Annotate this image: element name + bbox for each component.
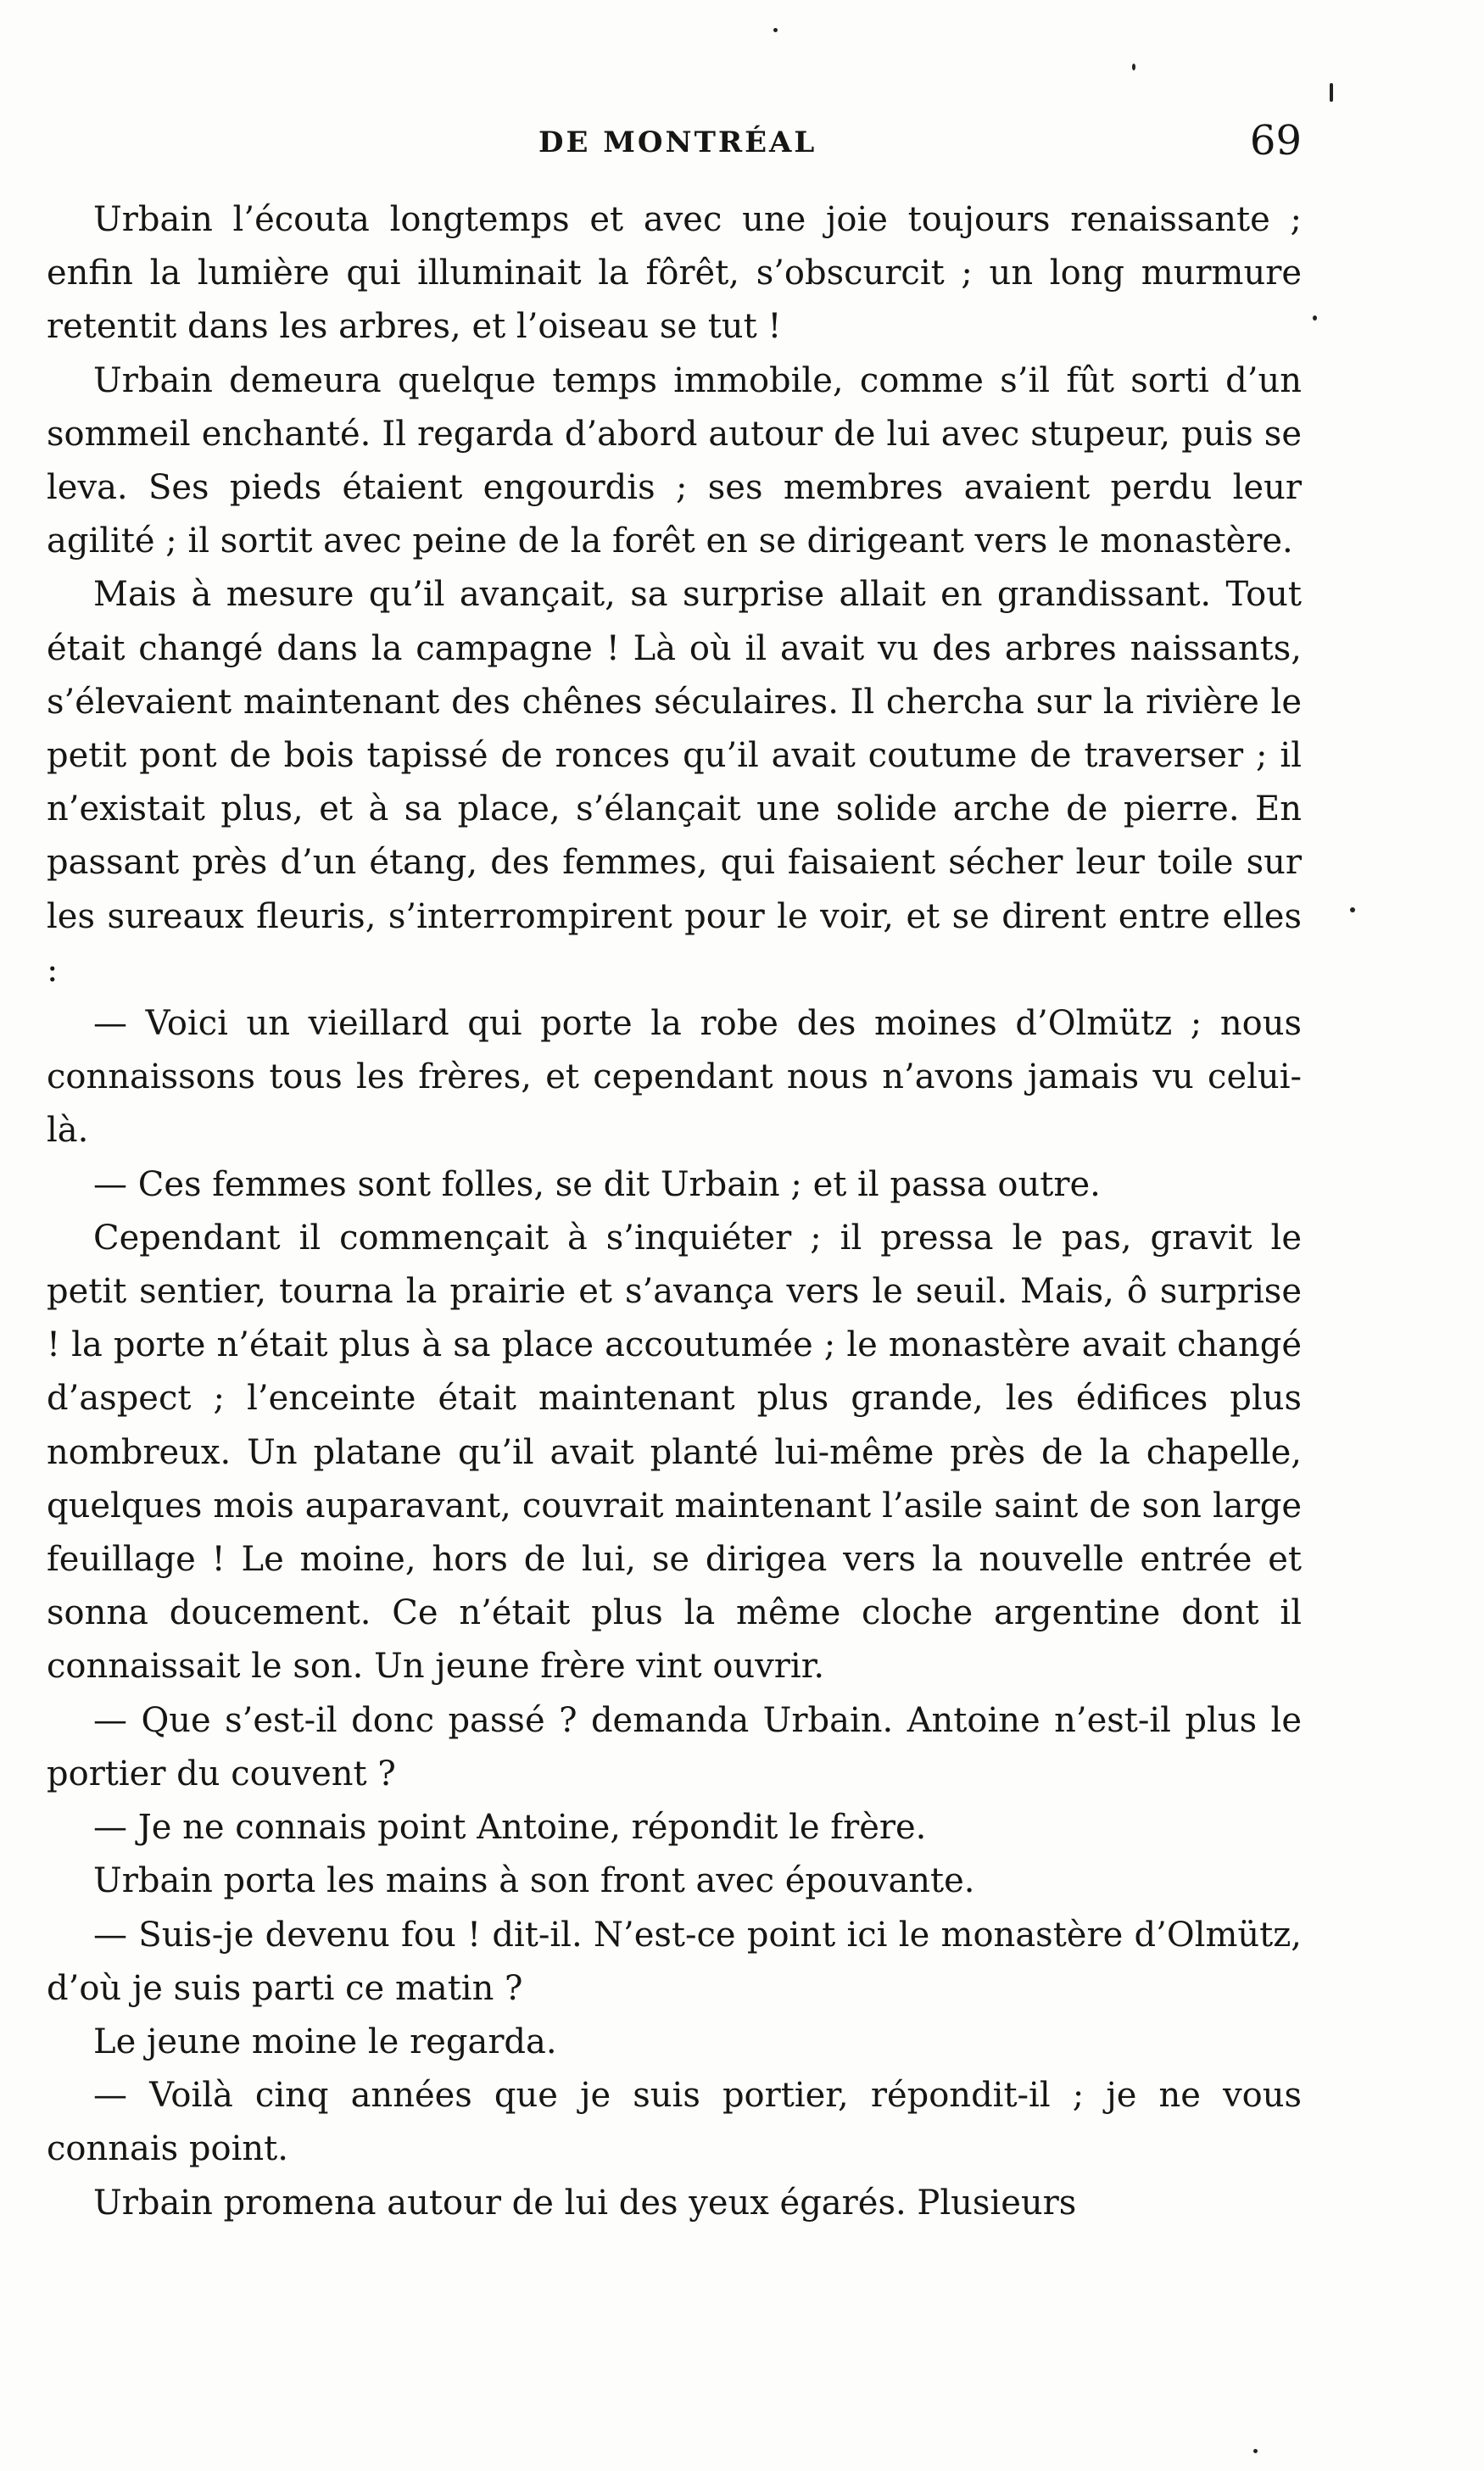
running-title: DE MONTRÉAL [538, 126, 817, 159]
paragraph: — Que s’est-il donc passé ? demanda Urbain. Antoine n’est-il plus le portier du couvent ? [47, 1700, 1302, 1793]
paragraph: Urbain l’écouta longtemps et avec une joie toujours renaissante ; enfin la lumière qui illuminait la fôrêt, s’obscurcit ; un long murmure retentit dans les arbres, et l’oiseau se tut ! [47, 200, 1302, 347]
running-header [47, 117, 1302, 168]
paragraph: Mais à mesure qu’il avançait, sa surprise allait en grandissant. Tout était changé dans la campagne ! Là où il avait vu des arbres naissants, s’élevaient maintenant des chênes séculaires. Il chercha sur la rivière le petit pont de bois tapissé de ronces qu’il avait coutume de traverser ; il n’existait plus, et à sa place, s’élançait une solide arche de pierre. En passant près d’un étang, des femmes, qui faisaient sécher leur toile sur les sureaux fleuris, s’interrompirent pour le voir, et se dirent entre elles : [47, 575, 1302, 990]
paragraph: — Ces femmes sont folles, se dit Urbain ; et il passa outre. [93, 1164, 1101, 1204]
paragraph: — Suis-je devenu fou ! dit-il. N’est-ce point ici le monastère d’Olmütz, d’où je suis parti ce matin ? [47, 1915, 1302, 2008]
paragraph: Urbain promena autour de lui des yeux égarés. Plusieurs [93, 2183, 1077, 2223]
scan-speck [773, 28, 778, 32]
paragraph: Le jeune moine le regarda. [93, 2022, 557, 2061]
scan-speck [1350, 907, 1355, 912]
paragraph: Cependant il commençait à s’inquiéter ; il pressa le pas, gravit le petit sentier, tourna la prairie et s’avança vers le seuil. Mais, ô surprise ! la porte n’était plus à sa place accoutumée ; le monastère avait changé d’aspect ; l’enceinte était maintenant plus grande, les édifices plus nombreux. Un platane qu’il avait planté lui-même près de la chapelle, quelques mois auparavant, couvrait maintenant l’asile saint de son large feuillage ! Le moine, hors de lui, se dirigea vers la nouvelle entrée et sonna doucement. Ce n’était plus la même cloche argentine dont il connaissait le son. Un jeune frère vint ouvrir. [47, 1218, 1302, 1687]
scan-speck [1132, 64, 1135, 70]
scan-speck [1253, 2449, 1258, 2453]
paragraph: — Je ne connais point Antoine, répondit le frère. [93, 1808, 927, 1848]
paragraph: Urbain demeura quelque temps immobile, comme s’il fût sorti d’un sommeil enchanté. Il regarda d’abord autour de lui avec stupeur, puis se leva. Ses pieds étaient engourdis ; ses membres avaient perdu leur agilité ; il sortit avec peine de la forêt en se dirigeant vers le monastère. [47, 360, 1302, 561]
scan-speck [1313, 315, 1317, 321]
paragraph: — Voilà cinq années que je suis portier, répondit-il ; je ne vous connais point. [47, 2076, 1302, 2169]
page-number: 69 [1249, 117, 1302, 165]
scan-speck [1330, 83, 1333, 102]
text-body [47, 193, 1302, 2230]
paragraph: — Voici un vieillard qui porte la robe des moines d’Olmütz ; nous connaissons tous les frères, et cependant nous n’avons jamais vu celui-là. [47, 1004, 1302, 1151]
paragraph: Urbain porta les mains à son front avec épouvante. [93, 1861, 975, 1901]
